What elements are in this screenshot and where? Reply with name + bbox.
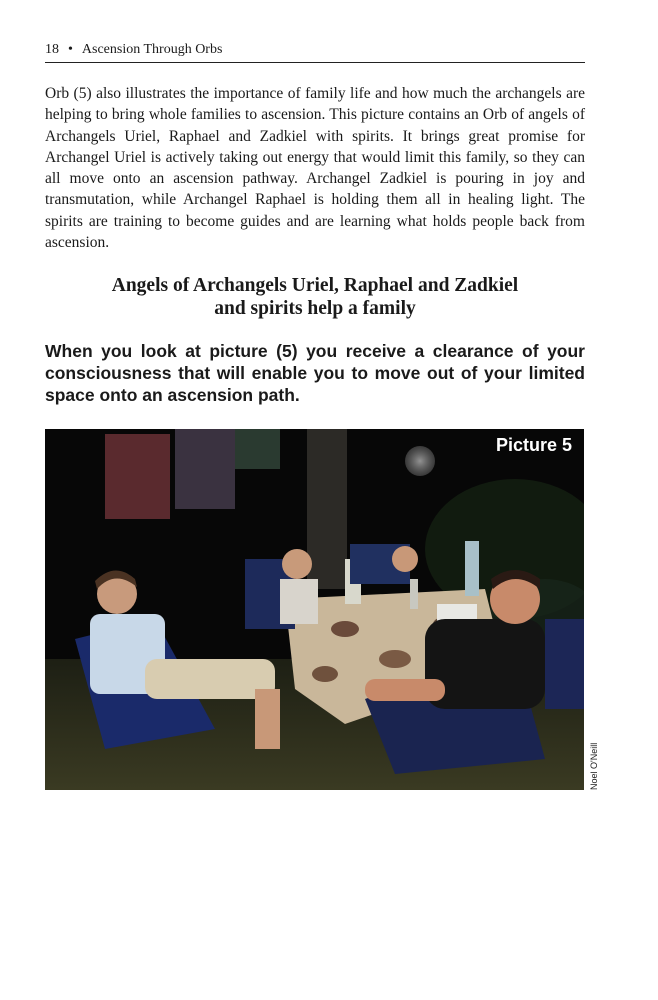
subheading-line-1: Angels of Archangels Uriel, Raphael and Zadkiel bbox=[111, 275, 519, 296]
orb-shape bbox=[405, 446, 435, 476]
page-number: 18 bbox=[45, 42, 59, 57]
photo-credit: Noel O'Neill bbox=[589, 742, 599, 790]
photo-illustration bbox=[45, 429, 584, 790]
header-separator: • bbox=[68, 42, 73, 57]
family-orb-photo bbox=[45, 429, 584, 790]
lead-statement: When you look at picture (5) you receive a clearance of your consciousness that will enable you to move out of your limited space onto an ascension path. bbox=[45, 341, 585, 405]
running-header bbox=[45, 40, 585, 63]
section-subheading bbox=[45, 274, 585, 320]
subheading-line-2: and spirits help a family bbox=[214, 298, 416, 319]
photo-caption: Picture 5 bbox=[495, 435, 572, 455]
body-paragraph: Orb (5) also illustrates the importance of family life and how much the archangels are helping to bring whole families to ascension. This picture contains an Orb of angels of Archangels Uriel, Raphael and Zadkiel with spirits. It brings great promise for Archangel Uriel is actively taking out energy that would limit this family, so they can all move onto an ascension pathway. Archangel Zadkiel is pouring in joy and transmutation, while Archangel Raphael is holding them all in healing light. The spirits are training to become guides and are learning what holds people back from ascension. bbox=[45, 85, 585, 252]
book-title: Ascension Through Orbs bbox=[81, 42, 223, 57]
